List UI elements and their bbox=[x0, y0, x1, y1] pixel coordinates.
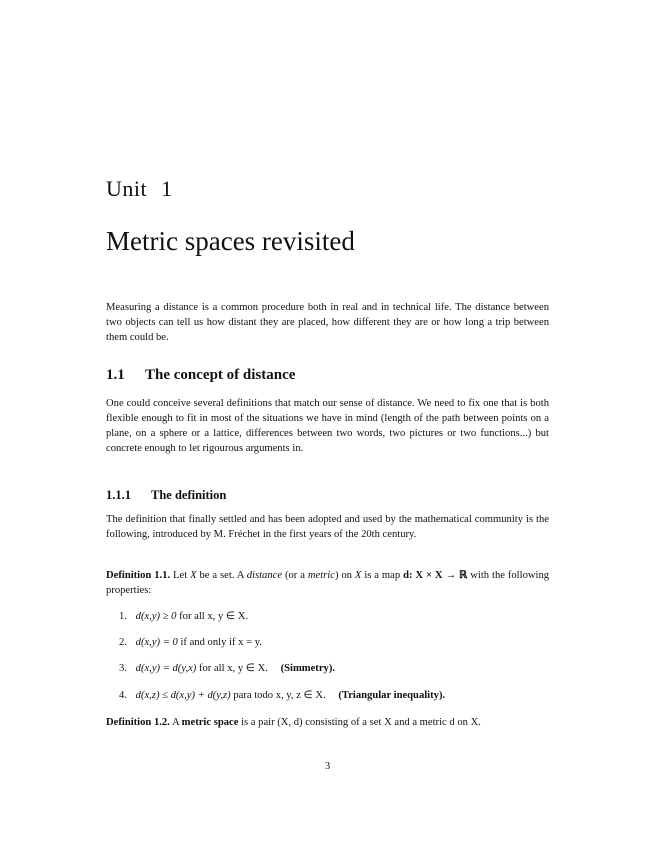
list-item-number: 2. bbox=[119, 637, 127, 648]
definition-1-set-2: X bbox=[354, 570, 362, 581]
list-item-formula: d(x,z) ≤ d(x,y) + d(y,z) bbox=[135, 690, 231, 701]
definition-1-text2: be a set. A bbox=[199, 570, 244, 581]
list-item-note: (Simmetry). bbox=[280, 663, 336, 674]
list-item bbox=[119, 635, 549, 650]
subsection-title: The definition bbox=[151, 488, 227, 502]
intro-paragraph: Measuring a distance is a common procedure both in real and in technical life. The distance between two objects can tell us how distant they are placed, how different they are or how long a trip between them could be. bbox=[106, 302, 549, 343]
unit-heading bbox=[106, 176, 173, 202]
definition-2-term: metric space bbox=[181, 717, 239, 728]
definition-2-text1: A bbox=[171, 717, 180, 728]
section-paragraph: One could conceive several definitions that match our sense of distance. We need to fix one that is both flexible enough to fit in most of the situations we have in mind (length of the path between points on a plane, on a sphere or a lattice, differences between two words, two pictures or two functions...) but concrete enough to let rigourous arguments in. bbox=[106, 398, 549, 454]
subsection-heading bbox=[106, 488, 226, 503]
list-item-number: 3. bbox=[119, 663, 127, 674]
definition-1-text3: (or a bbox=[284, 570, 305, 581]
section-heading bbox=[106, 367, 295, 384]
list-item bbox=[119, 661, 549, 676]
chapter-title: Metric spaces revisited bbox=[106, 226, 355, 256]
list-item-rest: for all x, y ∈ X. bbox=[198, 663, 268, 674]
definition-1-map: d: X × X → ℝ bbox=[403, 570, 468, 581]
list-item-note: (Triangular inequality). bbox=[338, 690, 446, 701]
list-item bbox=[119, 609, 549, 624]
list-item-rest: for all x, y ∈ X. bbox=[179, 611, 249, 622]
list-item-formula: d(x,y) ≥ 0 bbox=[135, 611, 177, 622]
section-number: 1.1 bbox=[106, 367, 125, 383]
definition-1-text1: Let bbox=[173, 570, 188, 581]
definition-1-text5: is a map bbox=[364, 570, 401, 581]
unit-number: 1 bbox=[161, 176, 173, 201]
list-item-formula: d(x,y) = 0 bbox=[135, 637, 178, 648]
definition-1-text6: with the following properties: bbox=[106, 570, 550, 596]
subsection-paragraph: The definition that finally settled and has been adopted and used by the mathematical community is the following, introduced by M. Fréchet in the first years of the 20th century. bbox=[106, 514, 549, 540]
definition-1-head: Definition 1.1. bbox=[106, 570, 171, 581]
definition-1-set: X bbox=[190, 570, 197, 581]
section-title: The concept of distance bbox=[145, 367, 296, 383]
unit-label: Unit bbox=[106, 176, 148, 201]
list-item-rest: if and only if x = y. bbox=[180, 637, 262, 648]
list-item-number: 4. bbox=[119, 690, 127, 701]
subsection-number: 1.1.1 bbox=[106, 488, 131, 502]
list-item bbox=[119, 688, 549, 703]
definition-1-distance: distance bbox=[246, 570, 283, 581]
definition-2-text2: is a pair (X, d) consisting of a set X and a metric d on X. bbox=[241, 717, 481, 728]
definition-1-metric: metric bbox=[307, 570, 335, 581]
list-item-number: 1. bbox=[119, 611, 127, 622]
definition-1 bbox=[106, 568, 549, 598]
definition-2-head: Definition 1.2. bbox=[106, 717, 170, 728]
list-item-rest: para todo x, y, z ∈ X. bbox=[233, 690, 326, 701]
page-number: 3 bbox=[324, 761, 331, 772]
definition-1-text4: ) on bbox=[334, 570, 352, 581]
list-item-formula: d(x,y) = d(y,x) bbox=[135, 663, 197, 674]
definition-2 bbox=[106, 715, 549, 730]
